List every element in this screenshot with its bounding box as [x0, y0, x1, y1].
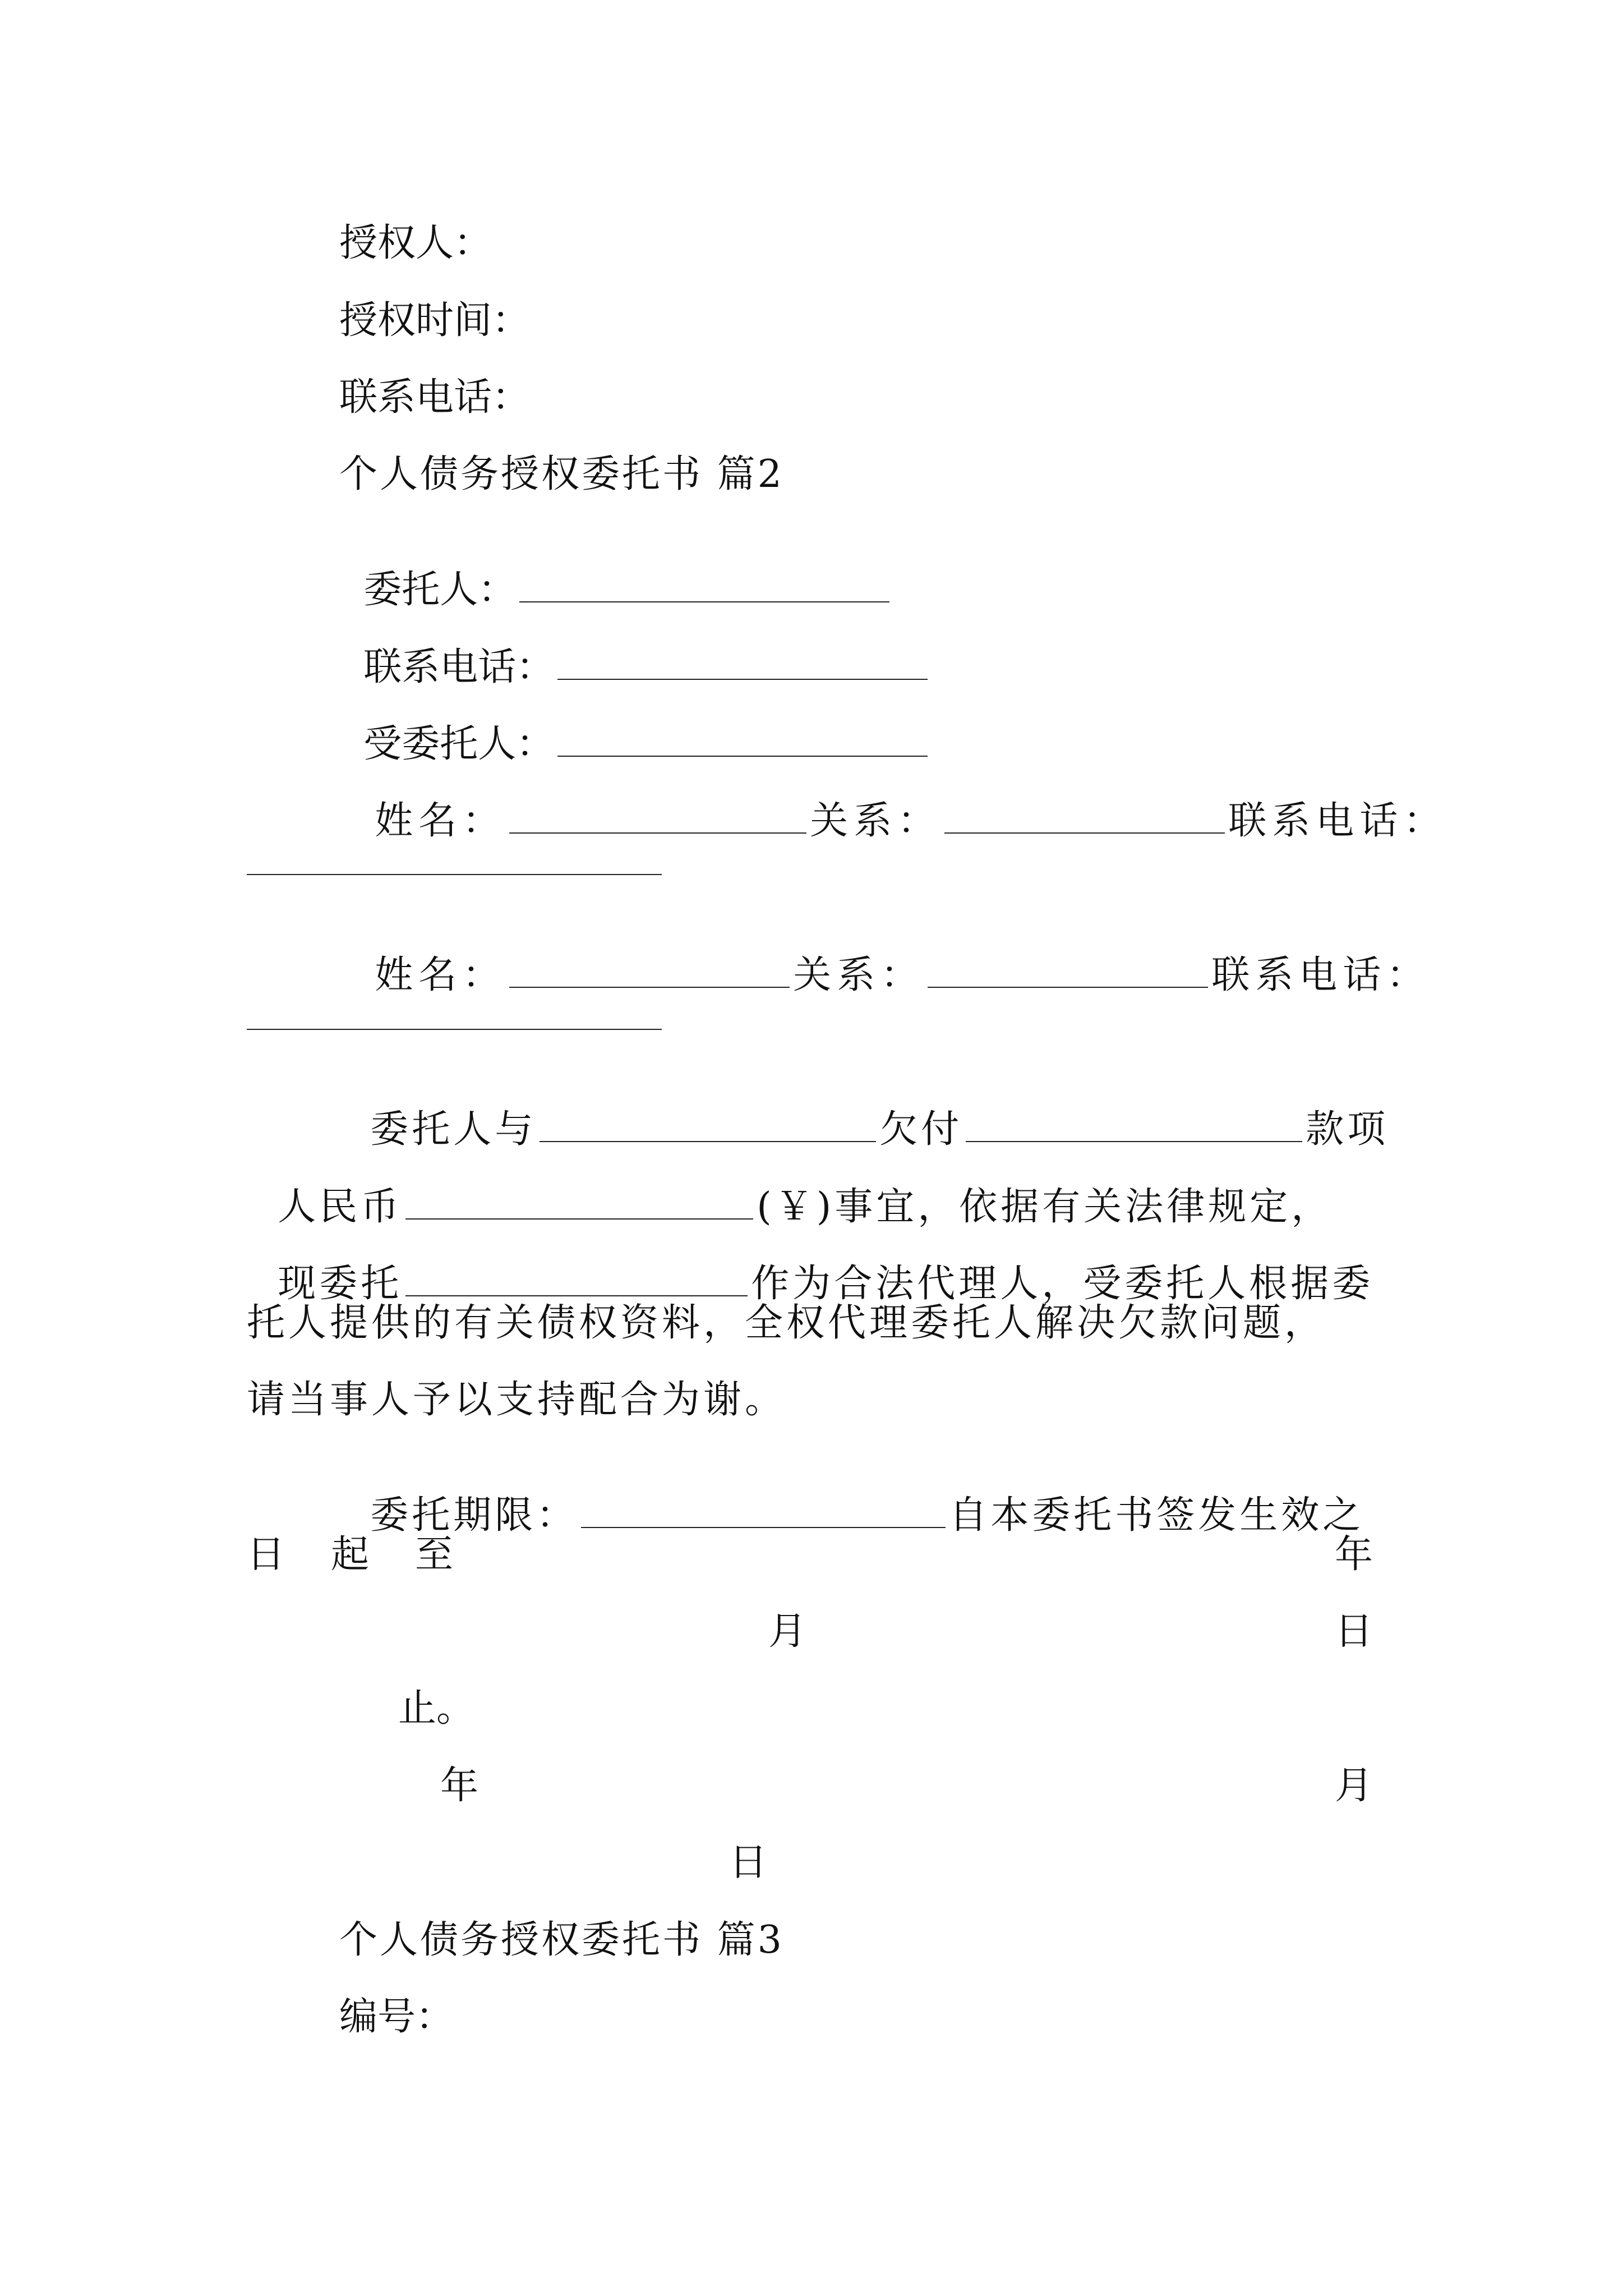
term-qi: 起: [331, 1533, 370, 1577]
term-ri: 日: [247, 1533, 285, 1577]
agent-row-1-name-blank[interactable]: [509, 828, 806, 834]
para-2a: 人民币: [278, 1185, 403, 1229]
term-line: [339, 1458, 1364, 1538]
agent-row-1-phone-label: 联系电话：: [1228, 799, 1447, 843]
paragraph-line-1: [339, 1073, 1389, 1152]
auth-time-label: 授权时间：: [339, 298, 531, 343]
agent-name-blank[interactable]: [405, 1291, 748, 1296]
phone2-blank[interactable]: [557, 674, 928, 680]
principal-field: [339, 533, 893, 612]
term-month-1: 月: [768, 1609, 807, 1654]
section-title-3: 个人债务授权委托书 篇3: [339, 1918, 784, 1962]
agent-row-1-phone-blank[interactable]: [247, 874, 662, 875]
authorizer-label: 授权人：: [339, 221, 492, 265]
debtor-blank[interactable]: [966, 1137, 1302, 1142]
agent-row-1-rel-blank[interactable]: [944, 828, 1225, 834]
term-zhi: 至: [415, 1533, 454, 1577]
agent-row-1-name-label: 姓名：: [375, 799, 506, 843]
paragraph-line-2: [247, 1150, 1333, 1229]
principal-blank[interactable]: [519, 597, 889, 602]
term-stop: 止。: [398, 1686, 475, 1731]
section-title-2: 个人债务授权委托书 篇2: [339, 452, 784, 496]
paragraph-line-3: [247, 1227, 1374, 1306]
term-year-1: 年: [1335, 1533, 1373, 1577]
term-label: 委托期限：: [370, 1493, 578, 1538]
agent-row-2-name-blank[interactable]: [509, 982, 790, 988]
agent-field: [339, 687, 931, 766]
para-2b: (￥)事宜，依据有关法律规定，: [757, 1185, 1333, 1229]
phone2-label: 联系电话：: [363, 645, 555, 689]
para-1c: 款项: [1306, 1107, 1389, 1152]
phone2-field: [339, 610, 931, 687]
sign-month: 月: [1335, 1764, 1373, 1808]
agent-row-1: [339, 764, 1447, 843]
para-1a: 委托人与: [370, 1107, 537, 1152]
agent-row-1-rel-label: 关系：: [810, 799, 942, 843]
sign-day: 日: [729, 1841, 768, 1885]
agent-label: 受委托人：: [363, 722, 555, 766]
term-blank[interactable]: [581, 1522, 946, 1528]
para-3b: 作为合法代理人，受委托人根据委: [751, 1262, 1374, 1306]
agent-row-2-rel-blank[interactable]: [928, 982, 1208, 988]
agent-row-2-name-label: 姓名：: [375, 953, 506, 997]
agent-blank[interactable]: [557, 751, 928, 757]
sign-year: 年: [440, 1764, 479, 1808]
serial-label: 编号：: [339, 1995, 454, 2039]
para-3a: 现委托: [278, 1262, 403, 1306]
amount-blank[interactable]: [405, 1214, 753, 1220]
term-rest: 自本委托书签发生效之: [949, 1493, 1364, 1538]
paragraph-line-5: 请当事人予以支持配合为谢。: [247, 1378, 787, 1422]
agent-row-2-phone-label: 联系电话：: [1211, 953, 1431, 997]
agent-row-2: [339, 918, 1430, 995]
agent-row-2-phone-blank[interactable]: [247, 1029, 662, 1030]
term-day-1: 日: [1335, 1609, 1373, 1654]
paragraph-line-4: 托人提供的有关债权资料，全权代理委托人解决欠款问题，: [247, 1301, 1326, 1345]
principal-label: 委托人：: [363, 568, 517, 612]
agent-row-2-rel-label: 关系：: [793, 953, 925, 997]
creditor-blank[interactable]: [540, 1137, 876, 1142]
phone-label: 联系电话：: [339, 375, 531, 420]
para-1b: 欠付: [879, 1107, 963, 1152]
